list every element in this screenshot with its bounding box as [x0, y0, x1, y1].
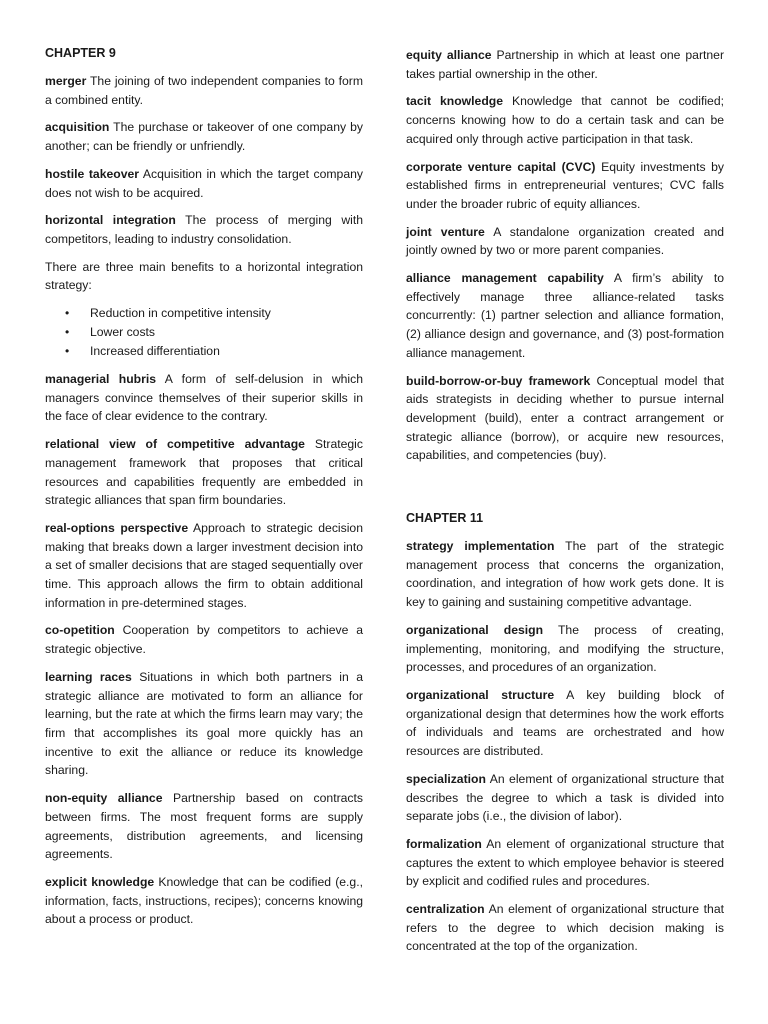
glossary-definition: Equity investments by established firms in entrepreneurial ventures; CVC falls under the broader rubric of equity alliances. [406, 159, 725, 211]
glossary-entry-organizational-structure [406, 686, 724, 761]
glossary-term: alliance management capability [406, 271, 604, 286]
glossary-entry-specialization [406, 770, 724, 826]
glossary-definition: Partnership based on contracts between firms. The most frequent forms are supply agreements, distribution agreements, and licensing agreements. [45, 791, 364, 862]
glossary-definition: The purchase or takeover of one company by another; can be friendly or unfriendly. [45, 120, 363, 154]
glossary-term: relational view of competitive advantage [45, 437, 305, 452]
glossary-entry-joint-venture [406, 223, 724, 260]
glossary-entry-centralization [406, 900, 724, 956]
glossary-term: explicit knowledge [45, 874, 155, 889]
list-item [45, 342, 363, 361]
glossary-term: non-equity alliance [45, 791, 163, 806]
glossary-definition: The process of merging with competitors, leading to industry consolidation. [45, 213, 363, 246]
glossary-definition: An element of organizational structure that refers to the degree to which decision making is concentrated at the top of the organization. [406, 902, 724, 954]
glossary-definition: An element of organizational structure that describes the degree to which a task is divided into separate jobs (i.e., the division of labor). [406, 771, 724, 824]
glossary-entry-learning-races [45, 668, 363, 780]
glossary-definition: Acquisition in which the target company does not wish to be acquired. [45, 166, 363, 200]
glossary-definition: Knowledge that can be codified (e.g., information, facts, instructions, recipes); concerns knowing about a process or product. [45, 874, 363, 927]
glossary-term: merger [45, 74, 87, 88]
bullet-icon: • [65, 325, 70, 340]
glossary-definition: An element of organizational structure that captures the extent to which employee behavior is steered by explicit and codified rules and procedures. [406, 836, 724, 889]
glossary-entry-equity-alliance [406, 46, 724, 83]
glossary-definition: Partnership in which at least one partner takes partial ownership in the other. [406, 48, 724, 81]
glossary-term: hostile takeover [45, 166, 139, 181]
glossary-term: specialization [406, 771, 486, 786]
glossary-definition: Strategic management framework that proposes that critical resources and capabilities frequently are embedded in strategic alliances that span firm boundaries. [45, 437, 363, 508]
glossary-entry-strategy-implementation [406, 537, 724, 612]
glossary-term: strategy implementation [406, 539, 555, 554]
glossary-term: acquisition [45, 120, 110, 135]
glossary-entry-tacit-knowledge [406, 92, 724, 148]
right-column [406, 46, 724, 965]
glossary-definition: The joining of two independent companies to form a combined entity. [45, 74, 363, 107]
glossary-entry-managerial-hubris [45, 370, 363, 426]
glossary-term: organizational design [406, 622, 544, 637]
glossary-term: centralization [406, 902, 485, 917]
glossary-entry-build-borrow-buy [406, 372, 724, 466]
glossary-entry-merger [45, 72, 363, 109]
glossary-entry-relational-view [45, 435, 363, 510]
list-item [45, 323, 363, 342]
glossary-definition: Situations in which both partners in a strategic alliance are motivated to form an alliance for learning, but the rate at which the firms learn may vary; the firm that accomplishes its goal more quickly has an incentive to exit the alliance or reduce its knowledge sharing. [45, 669, 363, 778]
benefits-intro: There are three main benefits to a horizontal integration strategy: [45, 259, 363, 293]
glossary-entry-horizontal-integration [45, 211, 363, 248]
glossary-entry-non-equity-alliance [45, 789, 363, 864]
glossary-term: managerial hubris [45, 372, 157, 387]
glossary-term: corporate venture capital (CVC) [406, 159, 596, 174]
glossary-term: formalization [406, 836, 482, 851]
glossary-definition: Approach to strategic decision making that breaks down a larger investment decision into a set of smaller decisions that are staged sequentially over time. This approach allows the firm to obtain additional information in pre-determined stages. [45, 520, 363, 610]
left-column [45, 44, 363, 938]
glossary-definition: A key building block of organizational design that determines how the work efforts of individuals and teams are orchestrated and how resources are distributed. [406, 687, 724, 759]
glossary-term: tacit knowledge [406, 94, 503, 109]
glossary-definition: A firm’s ability to effectively manage three alliance-related tasks concurrently: (1) partner selection and alliance formation, (2) alliance design and governance, and (3) post-formation alliance management. [406, 271, 724, 360]
glossary-entry-co-opetition [45, 621, 363, 658]
list-item-text: Increased differentiation [90, 344, 220, 359]
glossary-entry-acquisition [45, 118, 363, 155]
list-item-text: Reduction in competitive intensity [90, 306, 271, 321]
glossary-term: real-options perspective [45, 520, 189, 535]
glossary-definition: A form of self-delusion in which managers convince themselves of their superior skills in the face of clear evidence to the contrary. [45, 372, 364, 424]
bullet-icon: • [65, 344, 70, 359]
glossary-entry-organizational-design [406, 621, 724, 677]
glossary-definition: Cooperation by competitors to achieve a strategic objective. [45, 623, 363, 657]
benefits-list [45, 304, 363, 361]
chapter-heading-11: CHAPTER 11 [406, 511, 484, 526]
glossary-term: joint venture [406, 224, 485, 239]
glossary-definition: The process of creating, implementing, monitoring, and modifying the structure, processes, and procedures of an organization. [406, 622, 725, 675]
glossary-definition: Knowledge that cannot be codified; concerns knowing how to do a certain task and can be acquired only through active participation in that task. [406, 94, 724, 146]
glossary-term: co-opetition [45, 623, 115, 638]
glossary-term: build-borrow-or-buy framework [406, 373, 591, 388]
glossary-term: learning races [45, 669, 132, 684]
list-item [45, 304, 363, 323]
bullet-icon: • [65, 306, 70, 321]
glossary-entry-real-options [45, 519, 363, 613]
glossary-definition: The part of the strategic management process that concerns the organization, coordination, and integration of how work gets done. It is key to gaining and sustaining competitive advantage. [406, 539, 724, 610]
glossary-entry-hostile-takeover [45, 165, 363, 202]
glossary-term: organizational structure [406, 687, 555, 702]
glossary-entry-formalization [406, 835, 724, 891]
glossary-entry-explicit-knowledge [45, 873, 363, 929]
glossary-term: equity alliance [406, 48, 492, 62]
glossary-entry-corporate-venture-capital [406, 158, 724, 214]
glossary-entry-alliance-management-capability [406, 269, 724, 363]
list-item-text: Lower costs [90, 325, 156, 340]
glossary-definition: Conceptual model that aids strategists in deciding whether to pursue internal development (build), enter a contract arrangement or strategic alliance (borrow), or acquire new resources, capabilities, and competencies (buy). [406, 373, 724, 463]
chapter-heading-9: CHAPTER 9 [45, 46, 116, 60]
glossary-term: horizontal integration [45, 213, 176, 228]
glossary-definition: A standalone organization created and jointly owned by two or more parent companies. [406, 224, 724, 258]
